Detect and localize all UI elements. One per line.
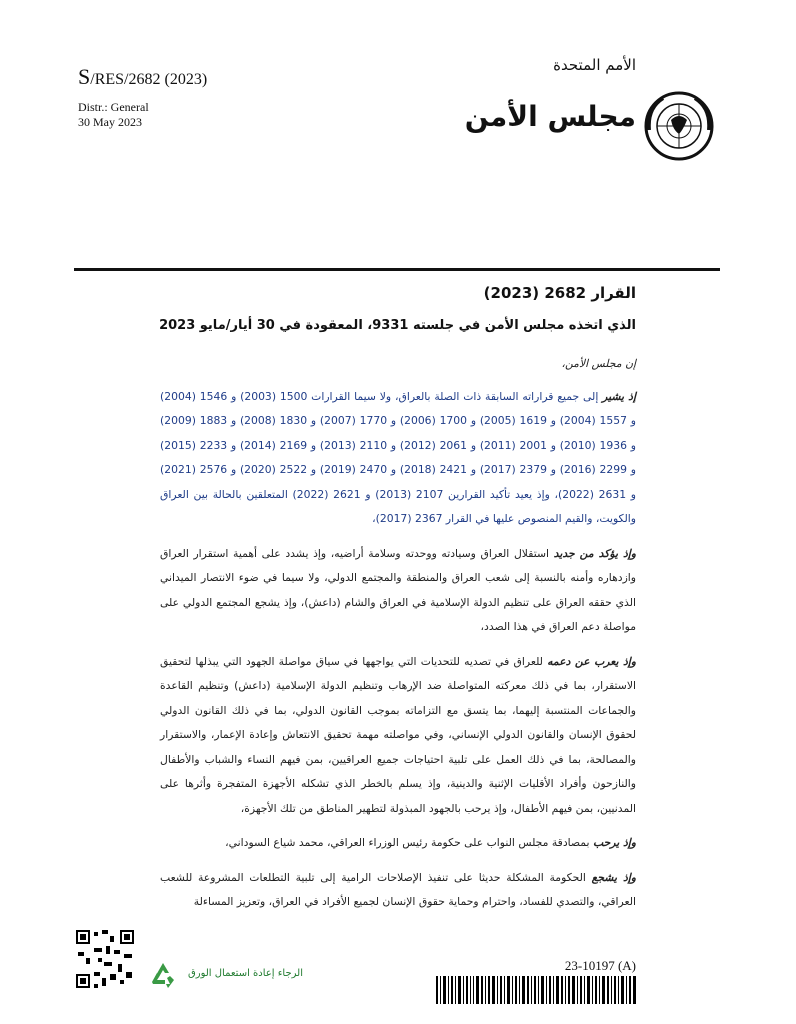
preamble-paragraph — [160, 831, 636, 856]
preamble-paragraph — [160, 650, 636, 822]
paragraph-text: بمصادقة مجلس النواب على حكومة رئيس الوزراء العراقي، محمد شياع السوداني، — [225, 836, 593, 849]
recycle-icon — [148, 960, 178, 990]
un-emblem-icon — [643, 90, 715, 162]
recycle-note: الرجاء إعادة استعمال الورق — [188, 968, 303, 979]
resolution-opener: إن مجلس الأمن، — [561, 357, 636, 370]
resolution-title: القرار 2682 (2023) — [483, 284, 636, 302]
preamble-paragraph — [160, 542, 636, 640]
resolution-adoption-line: الذي اتخذه مجلس الأمن في جلسته 9331، المعقودة في 30 أيار/مايو 2023 — [159, 318, 636, 333]
paragraph-lead: وإذ يشجع — [591, 870, 637, 884]
symbol-prefix: S — [78, 64, 91, 89]
issue-date: 30 May 2023 — [78, 115, 142, 129]
paragraph-text: للعراق في تصديه للتحديات التي يواجهها في سياق مواصلة الجهود التي يبذلها لتحقيق الاستقرار، بما في ذلك معركته المتواصلة ضد الإرهاب وتنظيم الدولة الإسلامية (داعش) وتنظيم القاعدة والجماعات المنتسبة إليهما، بما يتسق مع التزاماته بموجب القانون الدولي، بما في ذلك القانون الدولي لحقوق الإنسان والقانون الدولي الإنساني، وفي مواصلته مهمة تحقيق الانتعاش وإعادة الإعمار، والاستقرار والمصالحة، بما في ذلك العمل على تلبية احتياجات جميع العراقيين، بمن فيهم النساء والشباب والأطفال والنازحون وأفراد الأقليات الإثنية والدينية، وإذ يسلم بالخطر الذي تشكله الأجهزة المتفجرة وأثرها على المدنيين، بمن فيهم الأطفال، وإذ يرحب بالجهود المبذولة لتطهير المناطق من تلك الأجهزة، — [160, 654, 636, 815]
paragraph-text: إلى جميع قراراته السابقة ذات الصلة بالعراق، ولا سيما القرارات 1500 (2003) و 1546 (2004) و 1557 (2004) و 1619 (2005) و 1700 (2006) و 1770 (2007) و 1830 (2008) و 1883 (2009) و 1936 (2010) و 2001 (2011) و 2061 (2012) و 2110 (2013) و 2169 (2014) و 2233 (2015) و 2299 (2016) و 2379 (2017) و 2421 (2018) و 2470 (2019) و 2522 (2020) و 2576 (2021) و 2631 (2022)، وإذ يعيد تأكيد القرارين 2107 (2013) و 2621 (2022) المتعلقين بالحالة بين العراق والكويت، والقيم المنصوص عليها في القرار 2367 (2017)، — [160, 389, 637, 525]
symbol-rest: /RES/2682 (2023) — [90, 71, 208, 88]
distribution-label: Distr.: General — [78, 100, 149, 114]
paragraph-text: استقلال العراق وسيادته ووحدته وسلامة أراضيه، وإذ يشدد على أهمية استقرار العراق وازدهاره وأمنه بالنسبة إلى شعب العراق والمنطقة والمجتمع الدولي، ولا سيما في ضوء الانتصار الميداني الذي حققه العراق على تنظيم الدولة الإسلامية في العراق والشام (داعش)، وإذ يشجع المجتمع الدولي على مواصلة دعم العراق في هذا الصدد، — [160, 546, 636, 633]
preamble-paragraph — [160, 866, 636, 915]
resolution-body — [160, 352, 636, 925]
paragraph-lead: وإذ يؤكد من جديد — [553, 546, 636, 560]
security-council-title: مجلس الأمن — [464, 100, 636, 133]
document-number: 23-10197 (A) — [564, 958, 636, 973]
paragraph-lead: وإذ يعرب عن دعمه — [547, 654, 636, 668]
qr-code-icon — [74, 928, 136, 990]
united-nations-name: الأمم المتحدة — [553, 56, 636, 74]
paragraph-lead: وإذ يرحب — [592, 836, 636, 849]
paragraph-lead: إذ يشير — [602, 389, 636, 403]
distribution-block — [78, 100, 149, 130]
header-rule — [74, 268, 720, 271]
document-symbol — [78, 64, 207, 90]
preamble-paragraph — [160, 385, 636, 532]
paragraph-text: الحكومة المشكلة حديثا على تنفيذ الإصلاحات الرامية إلى تلبية التطلعات المشروعة للشعب العراقي، والتصدي للفساد، واحترام وحماية حقوق الإنسان لجميع الأفراد في العراق، وتعزيز المساءلة — [160, 870, 636, 908]
barcode-icon — [436, 976, 636, 1004]
